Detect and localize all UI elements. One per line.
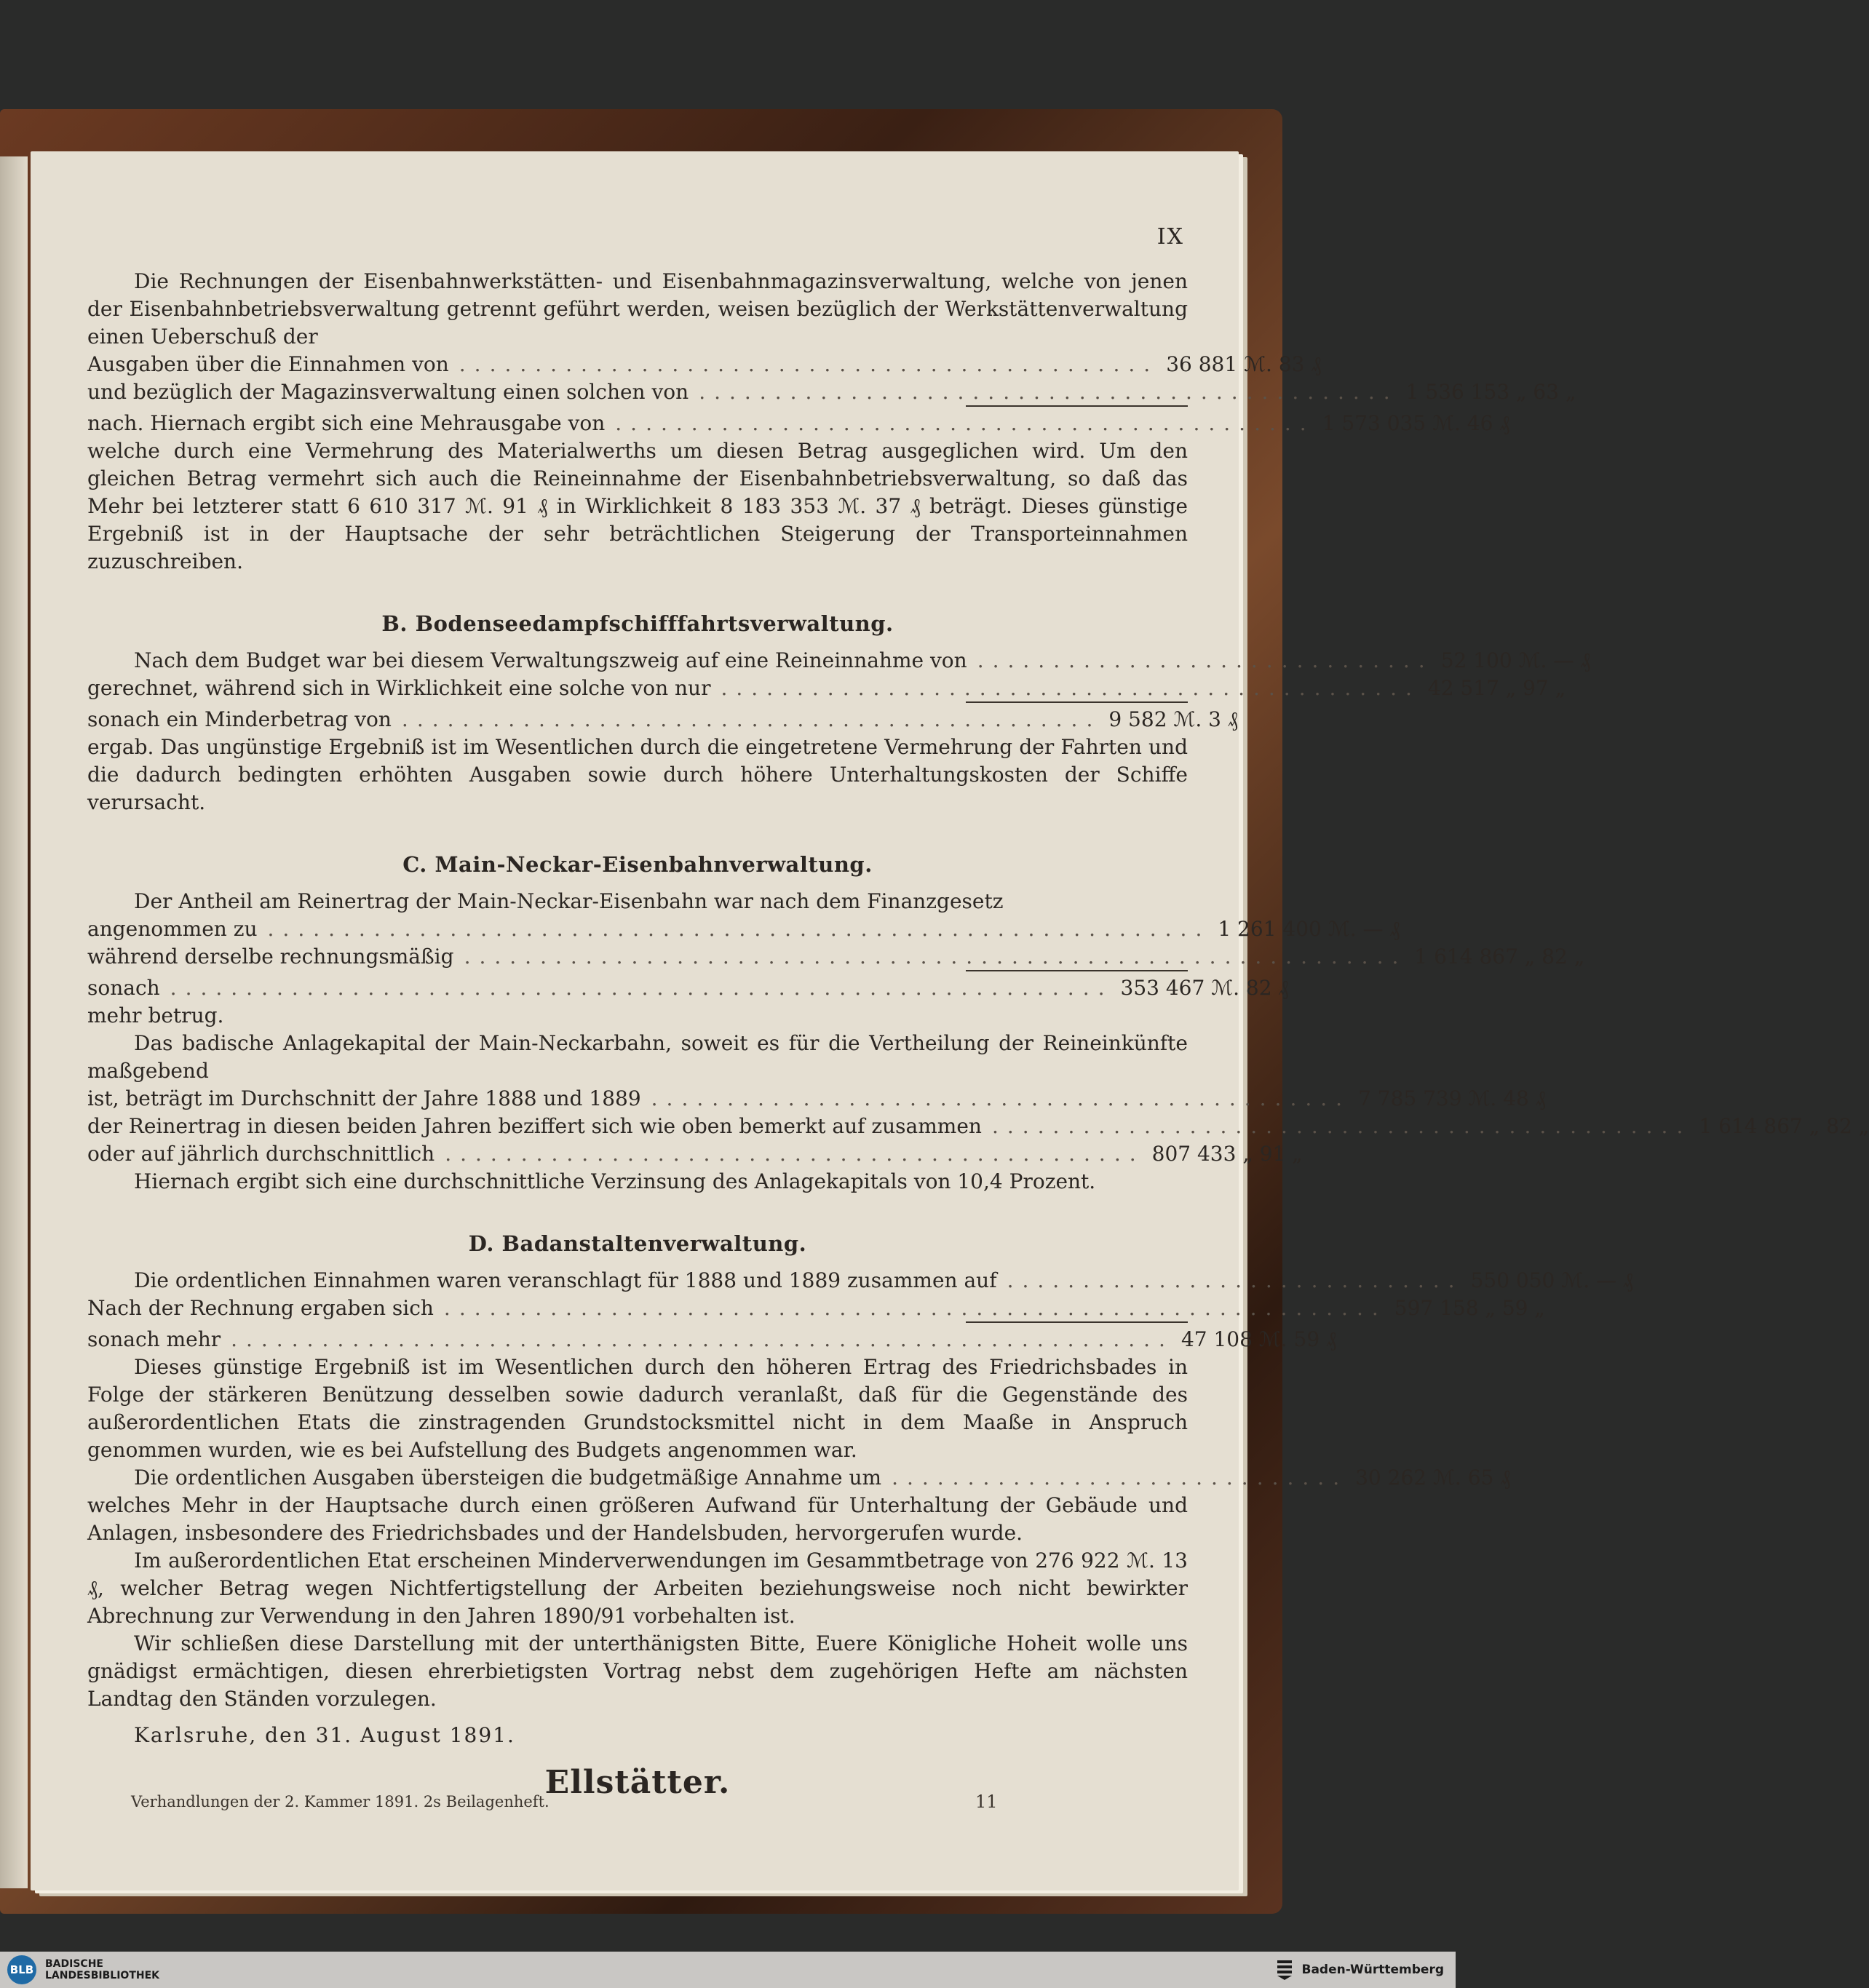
ledger-row — [87, 1140, 1303, 1168]
page-body — [87, 268, 1869, 1801]
section-heading-b: B. Bodenseedampfschifffahrtsverwaltung. — [381, 611, 894, 636]
blb-branding[interactable] — [0, 1955, 159, 1984]
ledger-label: ist, beträgt im Durchschnitt der Jahre 1888 und 1889 — [87, 1086, 641, 1110]
leader-dots: .............................................................. — [464, 945, 1408, 969]
ledger-row — [87, 351, 1322, 378]
ledger-label: Nach der Rechnung ergaben sich — [87, 1296, 434, 1320]
leader-dots: .............................................. — [615, 411, 1315, 435]
leader-dots: .............................................................. — [267, 917, 1211, 941]
leader-dots: .............................................................. — [443, 1296, 1387, 1320]
ledger-amount: 1 261 400 ℳ. — ₰ — [1218, 917, 1400, 941]
ledger-label: gerechnet, während sich in Wirklichkeit eine solche von nur — [87, 676, 711, 700]
ledger-label: angenommen zu — [87, 917, 258, 941]
ledger-label: der Reinertrag in diesen beiden Jahren beziffert sich wie oben bemerkt auf zusammen — [87, 1114, 982, 1138]
ledger-label: Die ordentlichen Ausgaben übersteigen die budgetmäßige Annahme um — [134, 1466, 882, 1490]
leader-dots: .............................................. — [459, 352, 1159, 376]
viewer-footer-bar — [0, 1952, 1456, 1988]
section-heading-c: C. Main-Neckar-Eisenbahnverwaltung. — [402, 852, 873, 877]
blb-name-line1: BADISCHE — [45, 1958, 103, 1970]
place-date: Karlsruhe, den 31. August 1891. — [134, 1723, 515, 1747]
bw-label: Baden-Württemberg — [1301, 1963, 1444, 1977]
ledger-amount: 30 262 ℳ. 65 ₰ — [1355, 1466, 1511, 1490]
leader-dots: .............................................................. — [170, 976, 1114, 1000]
ledger-row — [87, 647, 1591, 675]
ledger-row — [87, 1326, 1337, 1353]
leader-dots: .............................................. — [401, 707, 1102, 731]
bw-branding[interactable] — [1275, 1959, 1456, 1981]
ledger-label: und bezüglich der Magazinsverwaltung einen solchen von — [87, 380, 689, 404]
ledger-row — [87, 675, 1566, 702]
section-heading-d: D. Badanstaltenverwaltung. — [468, 1231, 807, 1256]
page-number: IX — [1156, 224, 1184, 250]
blb-logo-icon: BLB — [7, 1955, 36, 1984]
leader-dots: .............................................. — [721, 676, 1421, 700]
paragraph-mehr-aufwand: welches Mehr in der Hauptsache durch einen größeren Aufwand für Unterhaltung der Gebäude und Anlagen, insbesondere des Friedrichsbades und der Handelsbuden, hervorgerufen wurde. — [87, 1493, 1188, 1545]
leader-dots: .............................. — [892, 1466, 1349, 1490]
ledger-amount: 807 433 „ 91 „ — [1151, 1142, 1303, 1166]
ledger-row — [87, 915, 1400, 943]
ledger-amount: 7 785 739 ℳ. 48 ₰ — [1358, 1086, 1546, 1110]
paragraph-verzinsung: Hiernach ergibt sich eine durchschnittliche Verzinsung des Anlagekapitals von 10,4 Prozent. — [134, 1169, 1096, 1193]
ledger-amount: 42 517 „ 97 „ — [1427, 676, 1566, 700]
ledger-row — [87, 974, 1289, 1002]
ledger-row — [87, 1295, 1545, 1322]
signature: Ellstätter. — [544, 1764, 731, 1801]
blb-name — [45, 1958, 159, 1981]
paragraph-anlagekapital: Das badische Anlagekapital der Main-Neckarbahn, soweit es für die Vertheilung der Reineinkünfte maßgebend — [87, 1031, 1188, 1083]
footer-signature-mark: 11 — [975, 1792, 998, 1812]
ledger-label: Ausgaben über die Einnahmen von — [87, 352, 449, 376]
ledger-amount: 1 614 867 „ 82 „ — [1699, 1114, 1869, 1138]
leader-dots: .............................................. — [651, 1086, 1352, 1110]
ledger-row — [87, 410, 1510, 437]
footer-imprint: Verhandlungen der 2. Kammer 1891. 2s Beilagenheft. — [131, 1793, 549, 1810]
ledger-amount: 36 881 ℳ. 83 ₰ — [1166, 352, 1322, 376]
ledger-row — [87, 1267, 1633, 1295]
ledger-row — [87, 1085, 1546, 1113]
ledger-row — [87, 378, 1576, 406]
ledger-label: Die ordentlichen Einnahmen waren veranschlagt für 1888 und 1889 zusammen auf — [134, 1268, 997, 1292]
ledger-amount: 47 108 ℳ. 59 ₰ — [1180, 1327, 1337, 1351]
ledger-amount: 9 582 ℳ. 3 ₰ — [1108, 707, 1238, 731]
ledger-label: oder auf jährlich durchschnittlich — [87, 1142, 435, 1166]
paragraph-materialwerth: welche durch eine Vermehrung des Materialwerths um diesen Betrag ausgeglichen wird. Um den gleichen Betrag vermehrt sich auch die Reineinnahme der Eisenbahnbetriebsverwaltung, so daß das Mehr bei letzterer statt 6 610 317 ℳ. 91 ₰ in Wirklichkeit 8 183 353 ℳ. 37 ₰ beträgt. Dieses günstige Ergebniß ist in der Hauptsache der sehr beträchtlichen Steigerung der Transporteinnahmen zuzuschreiben. — [87, 439, 1188, 573]
left-page-edge — [0, 156, 28, 1888]
ledger-amount: 1 536 153 „ 63 „ — [1405, 380, 1576, 404]
leader-dots: .............................................. — [699, 380, 1399, 404]
ledger-amount: 597 158 „ 59 „ — [1394, 1296, 1545, 1320]
paragraph-etat: Im außerordentlichen Etat erscheinen Minderverwendungen im Gesammtbetrage von 276 922 ℳ. 13 ₰, welcher Betrag wegen Nichtfertigstellung der Arbeiten beziehungsweise noch nicht bewirkter Abrechnung zur Verwendung in den Jahren 1890/91 vorbehalten ist. — [87, 1548, 1188, 1628]
ledger-amount: 52 100 ℳ. — ₰ — [1440, 648, 1591, 672]
ledger-amount: 1 573 035 ℳ. 46 ₰ — [1322, 411, 1510, 435]
blb-name-line2: LANDESBIBLIOTHEK — [45, 1970, 160, 1981]
ledger-label: sonach ein Minderbetrag von — [87, 707, 392, 731]
baden-wuerttemberg-crest-icon — [1275, 1959, 1294, 1981]
ledger-label: sonach mehr — [87, 1327, 221, 1351]
ledger-row — [87, 943, 1585, 971]
paragraph-mehr-betrug: mehr betrug. — [87, 1003, 224, 1027]
leader-dots: .............................................. — [445, 1142, 1145, 1166]
leader-dots: .............................. — [977, 648, 1434, 672]
ledger-row — [87, 1464, 1511, 1492]
ledger-amount: 353 467 ℳ. 82 ₰ — [1120, 976, 1289, 1000]
ledger-label: sonach — [87, 976, 160, 1000]
ledger-amount: 550 050 ℳ. — ₰ — [1470, 1268, 1633, 1292]
paragraph-bodensee: ergab. Das ungünstige Ergebniß ist im Wesentlichen durch die eingetretene Vermehrung der Fahrten und die dadurch bedingten erhöhten Ausgaben sowie durch höhere Unterhaltungskosten der Schiffe verursacht. — [87, 735, 1188, 814]
ledger-label: nach. Hiernach ergibt sich eine Mehrausgabe von — [87, 411, 606, 435]
ledger-amount: 1 614 867 „ 82 „ — [1414, 945, 1585, 969]
ledger-row — [87, 1113, 1869, 1140]
leader-dots: .............................................................. — [231, 1327, 1174, 1351]
ledger-label: während derselbe rechnungsmäßig — [87, 945, 454, 969]
paragraph-antheil: Der Antheil am Reinertrag der Main-Neckar-Eisenbahn war nach dem Finanzgesetz — [134, 889, 1004, 913]
leader-dots: .............................. — [1007, 1268, 1464, 1292]
ledger-label: Nach dem Budget war bei diesem Verwaltungszweig auf eine Reineinnahme von — [134, 648, 967, 672]
ledger-row — [87, 706, 1238, 733]
paragraph-bitte: Wir schließen diese Darstellung mit der unterthänigsten Bitte, Euere Königliche Hoheit wolle uns gnädigst ermächtigen, diesen ehrerbietigsten Vortrag nebst dem zugehörigen Hefte am nächsten Landtag den Ständen vorzulegen. — [87, 1631, 1188, 1711]
paragraph-rechnungen: Die Rechnungen der Eisenbahnwerkstätten- und Eisenbahnmagazinsverwaltung, welche von jenen der Eisenbahnbetriebsverwaltung getrennt geführt werden, weisen bezüglich der Werkstättenverwaltung einen Ueberschuß der — [87, 269, 1188, 349]
book-page — [31, 151, 1869, 1890]
leader-dots: .............................................. — [991, 1114, 1692, 1138]
paragraph-ergebniss-bad: Dieses günstige Ergebniß ist im Wesentlichen durch den höheren Ertrag des Friedrichsbades in Folge der stärkeren Benützung desselben sowie dadurch veranlaßt, daß für die Gegenstände des außerordentlichen Etats die zinstragenden Grundstocksmittel nicht in dem Maaße in Anspruch genommen wurden, wie es bei Aufstellung des Budgets angenommen war. — [87, 1355, 1188, 1462]
